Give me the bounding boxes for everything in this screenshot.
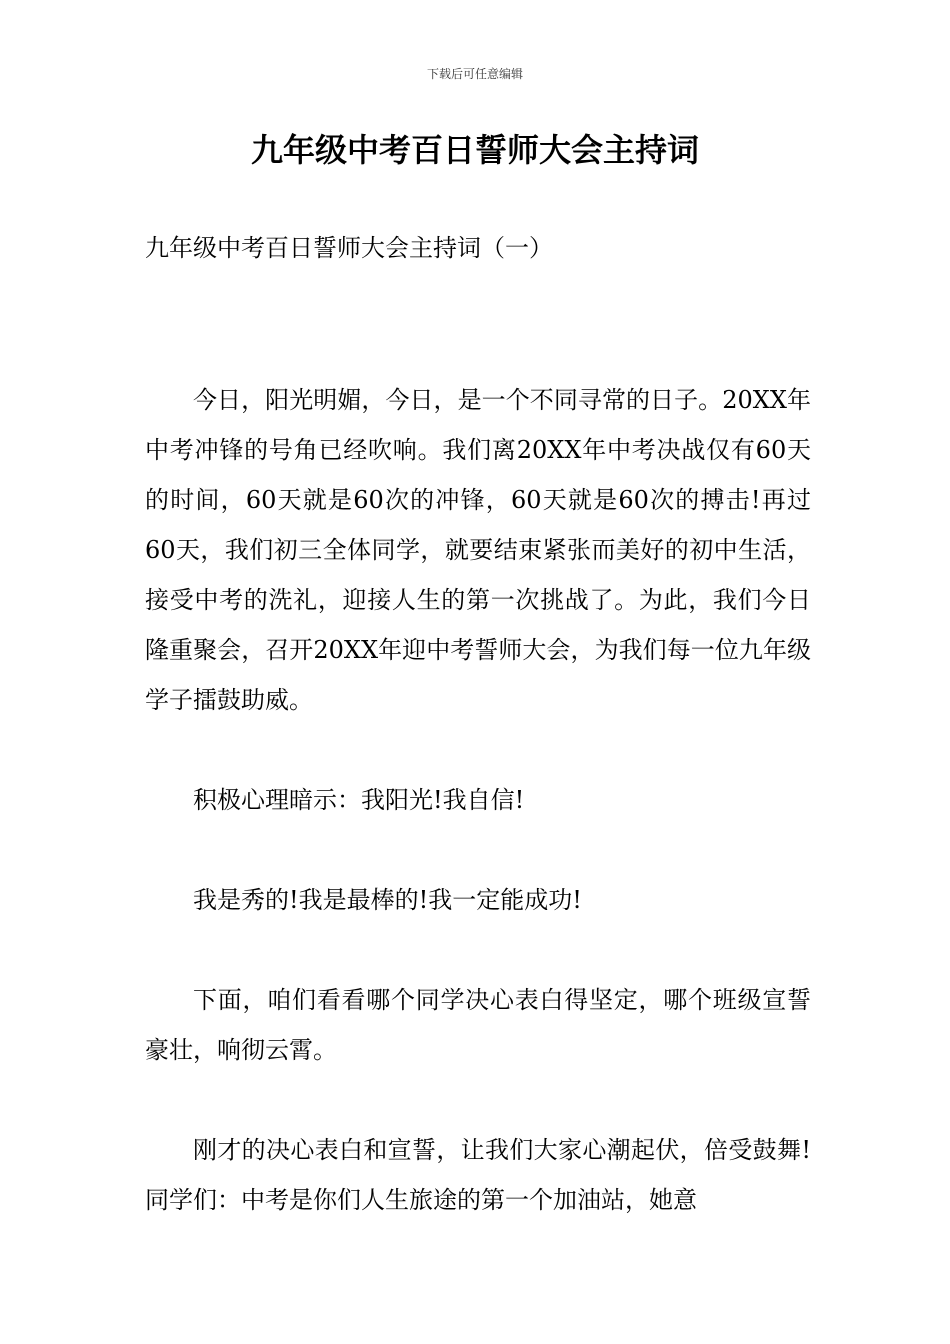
paragraph-pledge-intro: 下面，咱们看看哪个同学决心表白得坚定，哪个班级宣誓豪壮，响彻云霄。 [145, 986, 811, 1064]
paragraph-affirmation-1: 积极心理暗示：我阳光!我自信! [193, 786, 525, 814]
paragraph-encouragement: 刚才的决心表白和宣誓，让我们大家心潮起伏，倍受鼓舞!同学们：中考是你们人生旅途的第一个加油站，她意 [145, 1136, 811, 1214]
document-subtitle: 九年级中考百日誓师大会主持词（一） [145, 234, 553, 262]
paragraph-affirmation-2: 我是秀的!我是最棒的!我一定能成功! [193, 886, 582, 914]
header-note: 下载后可任意编辑 [426, 67, 523, 81]
document-title: 九年级中考百日誓师大会主持词 [250, 131, 699, 169]
paragraph-opening: 今日，阳光明媚，今日，是一个不同寻常的日子。20XX年中考冲锋的号角已经吹响。我们离20XX年中考决战仅有60天的时间，60天就是60次的冲锋，60天就是60次的搏击!再过60天，我们初三全体同学，就要结束紧张而美好的初中生活，接受中考的洗礼，迎接人生的第一次挑战了。为此，我们今日隆重聚会，召开20XX年迎中考誓师大会，为我们每一位九年级学子擂鼓助威。 [145, 386, 811, 714]
